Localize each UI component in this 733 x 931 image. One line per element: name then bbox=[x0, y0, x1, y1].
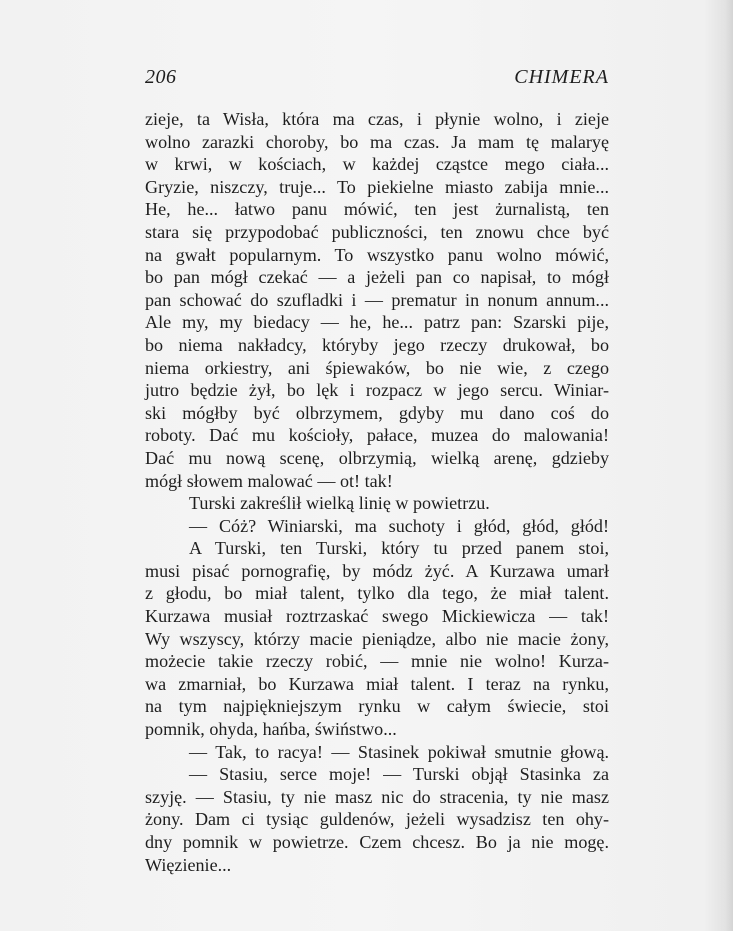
text-line: pomnik, ohyda, hańba, świństwo... bbox=[145, 719, 397, 740]
text-line: z głodu, bo miał talent, tylko dla tego, że miał talent. bbox=[145, 583, 609, 604]
text-line: wa zmarniał, bo Kurzawa miał talent. I teraz na rynku, bbox=[145, 673, 609, 694]
text-line: mógł słowem malować — ot! tak! bbox=[145, 470, 393, 491]
text-line: — Stasiu, serce moje! — Turski objął Stasinka za bbox=[189, 764, 609, 785]
text-line: — Tak, to racya! — Stasinek pokiwał smutnie głową. bbox=[189, 741, 609, 762]
text-line: musi pisać pornografię, by módz żyć. A Kurzawa umarł bbox=[145, 560, 609, 581]
text-line: bo pan mógł czekać — a jeżeli pan co napisał, to mógł bbox=[145, 267, 609, 288]
running-title: CHIMERA bbox=[514, 66, 609, 88]
text-line: bo niema nakładcy, któryby jego rzeczy drukował, bo bbox=[145, 334, 609, 355]
text-line: Kurzawa musiał roztrzaskać swego Mickiewicza — tak! bbox=[145, 606, 609, 627]
text-line: Gryzie, niszczy, truje... To piekielne miasto zabija mnie... bbox=[145, 176, 609, 197]
text-line: dny pomnik w powietrze. Czem chcesz. Bo ja nie mogę. bbox=[145, 832, 609, 852]
body-text bbox=[145, 108, 609, 876]
text-line: Więzienie... bbox=[145, 854, 232, 875]
text-line: Wy wszyscy, którzy macie pieniądze, albo nie macie żony, bbox=[145, 628, 609, 649]
text-line: A Turski, ten Turski, który tu przed panem stoi, bbox=[189, 538, 609, 559]
text-line: możecie takie rzeczy robić, — mnie nie wolno! Kurza- bbox=[145, 651, 609, 672]
page-number: 206 bbox=[145, 66, 177, 88]
text-line: ski mógłby być olbrzymem, gdyby mu dano coś do bbox=[145, 402, 609, 423]
text-line: wolno zarazki choroby, bo ma czas. Ja mam tę malaryę bbox=[145, 131, 609, 152]
text-line: Turski zakreślił wielką linię w powietrzu. bbox=[189, 493, 490, 514]
text-line: Ale my, my biedacy — he, he... patrz pan: Szarski pije, bbox=[145, 312, 609, 333]
text-line: He, he... łatwo panu mówić, ten jest żurnalistą, ten bbox=[145, 199, 609, 220]
page-header bbox=[145, 66, 609, 90]
text-line: pan schować do szufladki i — prematur in nonum annum... bbox=[145, 289, 609, 310]
text-line: Dać mu nową scenę, olbrzymią, wielką arenę, gdzieby bbox=[145, 447, 609, 468]
text-line: roboty. Dać mu kościoły, pałace, muzea do malowania! bbox=[145, 425, 609, 446]
text-line: niema orkiestry, ani śpiewaków, bo nie wie, z czego bbox=[145, 357, 609, 378]
text-line: w krwi, w kościach, w każdej cząstce mego ciała... bbox=[145, 154, 609, 175]
text-line: żony. Dam ci tysiąc guldenów, jeżeli wysadzisz ten ohy- bbox=[145, 809, 609, 830]
text-line: na tym najpiękniejszym rynku w całym świecie, stoi bbox=[145, 696, 609, 717]
text-line: — Cóż? Winiarski, ma suchoty i głód, głód, głód! bbox=[189, 515, 609, 536]
text-line: zieje, ta Wisła, która ma czas, i płynie wolno, i zieje bbox=[145, 109, 609, 129]
text-line: szyję. — Stasiu, ty nie masz nic do stracenia, ty nie masz bbox=[145, 786, 609, 807]
text-line: na gwałt popularnym. To wszystko panu wolno mówić, bbox=[145, 244, 609, 265]
text-line: jutro będzie żył, bo lęk i rozpacz w jego sercu. Winiar- bbox=[145, 380, 609, 401]
text-line: stara się przypodobać publiczności, ten znowu chce być bbox=[145, 221, 609, 242]
